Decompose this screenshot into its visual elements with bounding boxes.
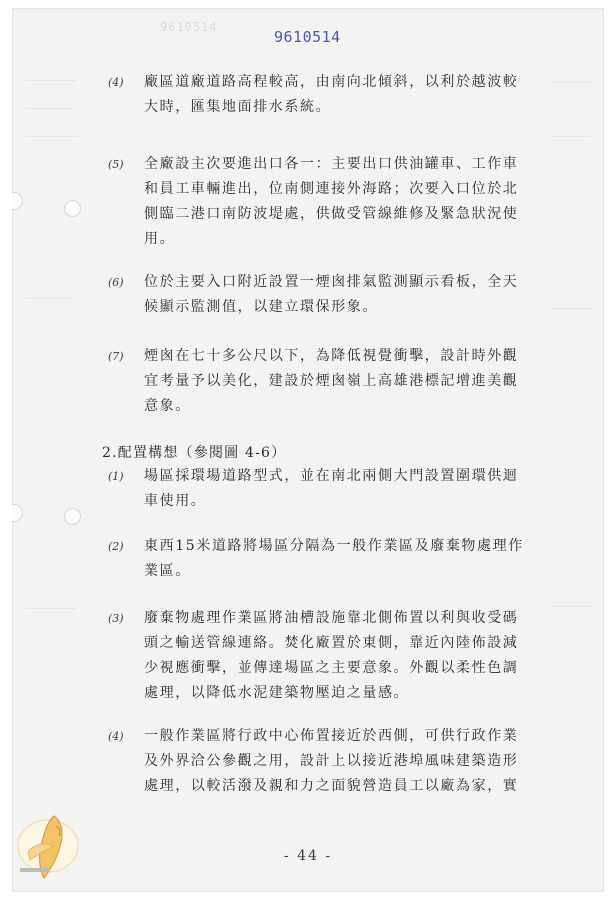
item-line: 側臨二港口南防波堤處，供做受管線維修及緊急狀況使 <box>144 206 519 222</box>
document-page <box>12 8 604 892</box>
bleed-mark <box>26 298 74 299</box>
item-line: 場區採環場道路型式，並在南北兩側大門設置圍環供迴 <box>144 468 519 484</box>
bleed-through-doc-id: 9610514 <box>160 20 218 34</box>
item-number: (5) <box>108 158 124 171</box>
item-number: (1) <box>108 470 124 483</box>
section-heading: 2.配置構想（參閱圖 4-6） <box>102 445 287 461</box>
punch-hole <box>64 508 81 525</box>
item-line: 宜考量予以美化，建設於煙囪嶺上高雄港標記增進美觀 <box>144 373 519 389</box>
item-line: 處理，以較活潑及親和力之面貌營造員工以廠為家，實 <box>144 778 519 794</box>
item-line: 頭之輸送管線連絡。焚化廠置於東側，靠近內陸佈設減 <box>144 635 519 651</box>
list-item <box>108 152 519 252</box>
bleed-mark <box>26 80 76 81</box>
list-item <box>108 534 524 584</box>
list-item <box>108 270 519 320</box>
bleed-mark <box>26 108 72 109</box>
item-number: (2) <box>108 540 124 553</box>
archive-stamp-icon <box>14 806 84 884</box>
punch-hole <box>64 200 81 217</box>
list-item <box>108 724 519 799</box>
item-line: 煙囪在七十多公尺以下，為降低視覺衝擊，設計時外觀 <box>144 348 519 364</box>
item-line: 用。 <box>144 231 176 247</box>
item-number: (3) <box>108 612 124 625</box>
item-line: 車使用。 <box>144 493 207 509</box>
item-number: (6) <box>108 276 124 289</box>
list-item <box>108 344 519 419</box>
bleed-mark <box>552 606 592 607</box>
item-number: (7) <box>108 350 124 363</box>
bleed-mark <box>552 136 590 137</box>
punch-hole <box>12 192 23 210</box>
item-line: 位於主要入口附近設置一煙囪排氣監測顯示看板，全天 <box>144 274 519 290</box>
item-line: 一般作業區將行政中心佈置接近於西側，可供行政作業 <box>144 728 519 744</box>
list-item <box>108 464 519 514</box>
item-line: 業區。 <box>144 563 191 579</box>
item-line: 廢棄物處理作業區將油槽設施靠北側佈置以利與收受碼 <box>144 610 519 626</box>
item-line: 處理，以降低水泥建築物壓迫之量感。 <box>144 685 410 701</box>
list-item <box>108 70 519 120</box>
item-line: 全廠設主次要進出口各一：主要出口供油罐車、工作車 <box>144 156 519 172</box>
item-number: (4) <box>108 730 124 743</box>
item-line: 少視應衝擊，並傳達場區之主要意象。外觀以柔性色調 <box>144 660 519 676</box>
item-number: (4) <box>108 76 124 89</box>
item-line: 廠區道廠道路高程較高，由南向北傾斜，以利於越波較 <box>144 74 519 90</box>
item-line: 及外界洽公參觀之用，設計上以接近港埠風味建築造形 <box>144 753 519 769</box>
page-number: - 44 - <box>283 848 333 864</box>
bleed-mark <box>26 608 76 609</box>
item-line: 大時，匯集地面排水系統。 <box>144 99 332 115</box>
bleed-mark <box>552 308 594 309</box>
bleed-mark <box>26 136 78 137</box>
document-id-stamp: 9610514 <box>274 28 341 46</box>
punch-hole <box>12 504 23 522</box>
item-line: 和員工車輛進出，位南側連接外海路；次要入口位於北 <box>144 181 519 197</box>
item-line: 意象。 <box>144 398 191 414</box>
bleed-mark <box>552 82 592 83</box>
item-line: 候顯示監測值，以建立環保形象。 <box>144 299 378 315</box>
list-item <box>108 606 519 706</box>
item-line: 東西15米道路將場區分隔為一般作業區及廢棄物處理作 <box>144 538 524 554</box>
